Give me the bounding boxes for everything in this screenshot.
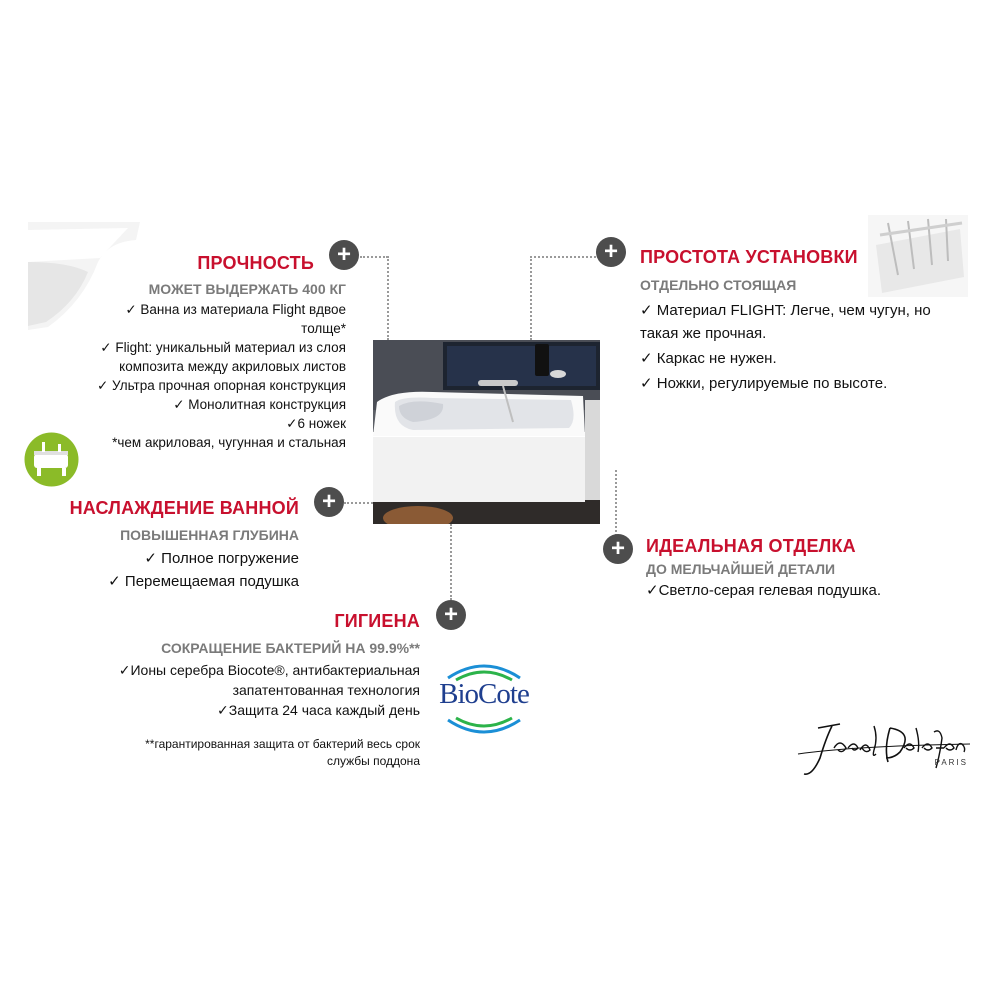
finish-line: ✓Светло-серая гелевая подушка. [646,582,881,599]
enjoy-line: ✓ Перемещаемая подушка [108,573,299,590]
brand-city: PARIS [934,758,968,767]
hygiene-line: ✓Ионы серебра Biocote®, антибактериальная [118,662,420,678]
install-title: ПРОСТОТА УСТАНОВКИ [640,247,858,267]
hygiene-plus-button[interactable]: + [436,600,466,630]
install-plus-button[interactable]: + [596,237,626,267]
strength-line: композита между акриловых листов [119,359,346,374]
hygiene-line: запатентованная технология [232,682,420,698]
product-photo [373,340,600,524]
finish-plus-button[interactable]: + [603,534,633,564]
strength-plus-button[interactable]: + [329,240,359,270]
enjoy-line: ✓ Полное погружение [144,550,299,567]
footnote-line: **гарантированная защита от бактерий весь срок [145,737,420,751]
strength-list [97,300,346,452]
connector-install-h [530,256,596,258]
install-line: ✓ Ножки, регулируемые по высоте. [640,375,888,392]
biocote-logo [434,660,534,738]
brand-signature [794,718,974,780]
tub-circle-icon [24,432,79,487]
hygiene-title: ГИГИЕНА [334,611,420,631]
hygiene-subtitle: СОКРАЩЕНИЕ БАКТЕРИЙ НА 99.9%** [161,640,420,656]
frame-legs-image [868,215,968,297]
enjoy-subtitle: ПОВЫШЕННАЯ ГЛУБИНА [120,527,299,543]
finish-title: ИДЕАЛЬНАЯ ОТДЕЛКА [646,536,856,556]
connector-finish-v [615,470,617,540]
strength-title: ПРОЧНОСТЬ [197,253,314,273]
connector-enjoy-h [344,502,373,504]
connector-strength-v [387,256,389,340]
strength-line: ✓ Flight: уникальный материал из слоя [100,340,346,355]
strength-line: ✓ Ультра прочная опорная конструкция [96,378,346,393]
hygiene-footnote [145,736,420,770]
connector-install-v [530,256,532,340]
enjoy-list [108,547,299,593]
footnote-line: службы поддона [326,754,420,768]
connector-hygiene-v [450,524,452,600]
install-line: ✓ Каркас не нужен. [640,350,777,367]
strength-subtitle: МОЖЕТ ВЫДЕРЖАТЬ 400 КГ [148,281,346,297]
hygiene-line: ✓Защита 24 часа каждый день [217,702,420,718]
connector-strength-h [360,256,388,258]
strength-line: ✓6 ножек [286,416,346,431]
strength-line: толще* [301,321,346,336]
install-line: ✓ Материал FLIGHT: Легче, чем чугун, но [640,302,931,319]
install-subtitle: ОТДЕЛЬНО СТОЯЩАЯ [640,277,797,293]
finish-subtitle: ДО МЕЛЬЧАЙШЕЙ ДЕТАЛИ [646,561,836,577]
biocote-logo-text: BioCote [439,678,529,710]
strength-line: ✓ Ванна из материала Flight вдвое [125,302,346,317]
enjoy-title: НАСЛАЖДЕНИЕ ВАННОЙ [69,498,299,518]
strength-line: ✓ Монолитная конструкция [173,397,346,412]
strength-line: *чем акриловая, чугунная и стальная [112,435,346,450]
install-list [640,299,931,395]
finish-list [646,579,881,602]
install-line: такая же прочная. [640,325,767,342]
hygiene-list [119,660,420,720]
enjoy-plus-button[interactable]: + [314,487,344,517]
